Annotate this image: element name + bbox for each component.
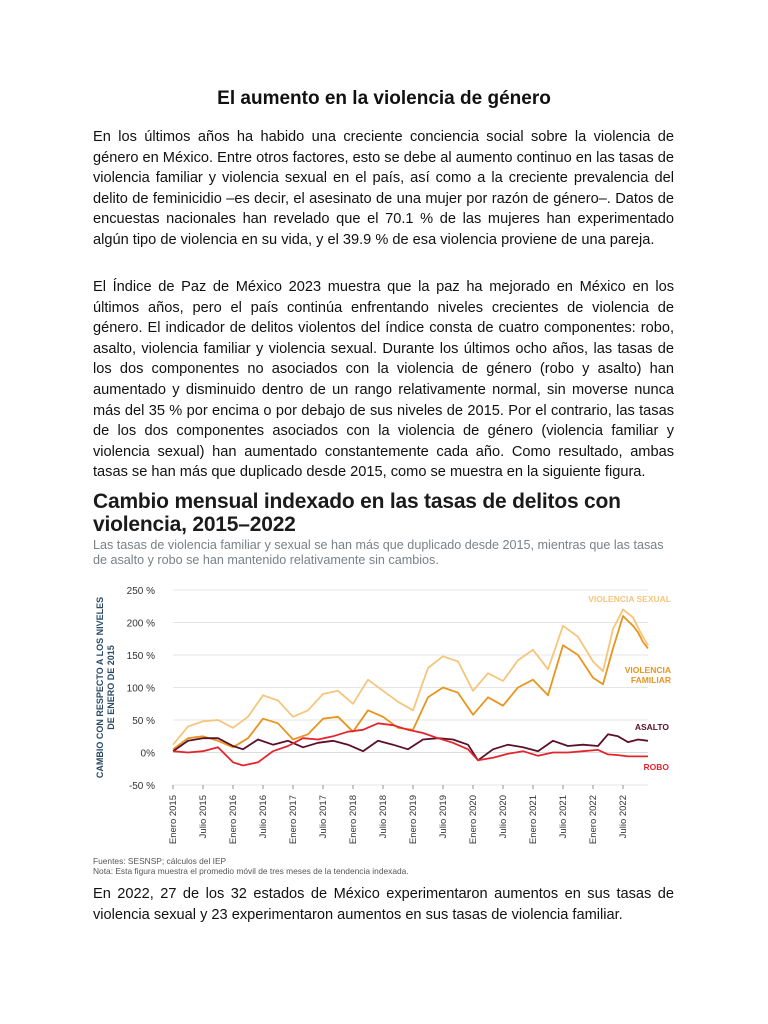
line-chart (93, 570, 678, 855)
chart-title: Cambio mensual indexado en las tasas de delitos con violencia, 2015–2022 (93, 490, 621, 536)
series-line-asalto (173, 734, 648, 760)
series-label-violencia-familiar-2: FAMILIAR (630, 675, 671, 685)
document-title: El aumento en la violencia de género (217, 88, 551, 109)
x-tick-label: Enero 2015 (168, 795, 179, 845)
x-tick-label: Julio 2017 (318, 795, 329, 839)
x-tick-label: Enero 2019 (408, 795, 419, 845)
series-label-asalto: ASALTO (634, 722, 669, 732)
x-tick-label: Julio 2021 (558, 795, 569, 839)
x-tick-label: Julio 2019 (438, 795, 449, 839)
y-axis-label: CAMBIO CON RESPECTO A LOS NIVELESDE ENERO DE 2015 (95, 596, 116, 779)
x-tick-label: Julio 2020 (498, 795, 509, 839)
y-tick-label: 100 % (126, 683, 155, 695)
y-tick-label: 50 % (132, 716, 155, 727)
x-tick-label: Julio 2022 (618, 795, 629, 839)
series-label-violencia-sexual: VIOLENCIA SEXUAL (588, 594, 671, 604)
x-tick-label: Julio 2016 (258, 795, 269, 839)
chart-subtitle: Las tasas de violencia familiar y sexual se han más que duplicado desde 2015, mientras que las tasas de asalto y robo se han mantenido relativamente sin cambios. (93, 538, 664, 567)
y-tick-label: 150 % (126, 651, 155, 662)
paragraph-states: En 2022, 27 de los 32 estados de México experimentaron aumentos en sus tasas de violencia sexual y 23 experimentaron aumentos en sus tasas de violencia familiar. (93, 886, 674, 923)
paragraph-index: El Índice de Paz de México 2023 muestra que la paz ha mejorado en México en los últimos años, pero el país continúa enfrentando niveles crecientes de violencia de género. El indicador de delitos violentos del índice consta de cuatro componentes: robo, asalto, violencia familiar y violencia sexual. Durante los últimos ocho años, las tasas de los dos componentes no asociados con la violencia de género (robo y asalto) han aumentado y disminuido dentro de un rango relativamente normal, sin moverse nunca más del 35 % por encima o por debajo de sus niveles de 2015. Por el contrario, las tasas de los dos componentes asociados con la violencia de género (violencia familiar y violencia sexual) han aumentado constantemente cada año. Como resultado, ambas tasas se han más que duplicado desde 2015, como se muestra en la siguiente figura. (93, 279, 674, 481)
y-tick-label: 0% (140, 748, 155, 760)
x-tick-label: Enero 2020 (468, 795, 479, 845)
x-tick-label: Enero 2021 (528, 795, 539, 845)
x-tick-label: Julio 2015 (198, 795, 209, 839)
series-label-robo: ROBO (643, 762, 669, 772)
series-label-violencia-familiar-1: VIOLENCIA (624, 665, 671, 675)
x-tick-label: Enero 2017 (288, 795, 299, 845)
chart-source: Fuentes: SESNSP; cálculos del IEP (93, 856, 227, 866)
x-tick-label: Enero 2022 (588, 795, 599, 845)
y-tick-label: -50 % (128, 781, 155, 792)
x-tick-label: Enero 2016 (228, 795, 239, 845)
figure (93, 490, 678, 880)
y-tick-label: 250 % (126, 586, 155, 597)
series-line-violencia-sexual (173, 610, 648, 745)
chart-note: Nota: Esta figura muestra el promedio móvil de tres meses de la tendencia indexada. (93, 866, 409, 876)
x-tick-label: Enero 2018 (348, 795, 359, 845)
y-tick-label: 200 % (126, 618, 155, 630)
x-tick-label: Julio 2018 (378, 795, 389, 839)
paragraph-intro: En los últimos años ha habido una creciente conciencia social sobre la violencia de género en México. Entre otros factores, esto se debe al aumento continuo en las tasas de violencia familiar y violencia sexual en el país, así como a la creciente prevalencia del delito de feminicidio –es decir, el asesinato de una mujer por razón de género–. Datos de encuestas nacionales han revelado que el 70.1 % de las mujeres han experimentado algún tipo de violencia en su vida, y el 39.9 % de esa violencia proviene de una pareja. (93, 129, 674, 248)
